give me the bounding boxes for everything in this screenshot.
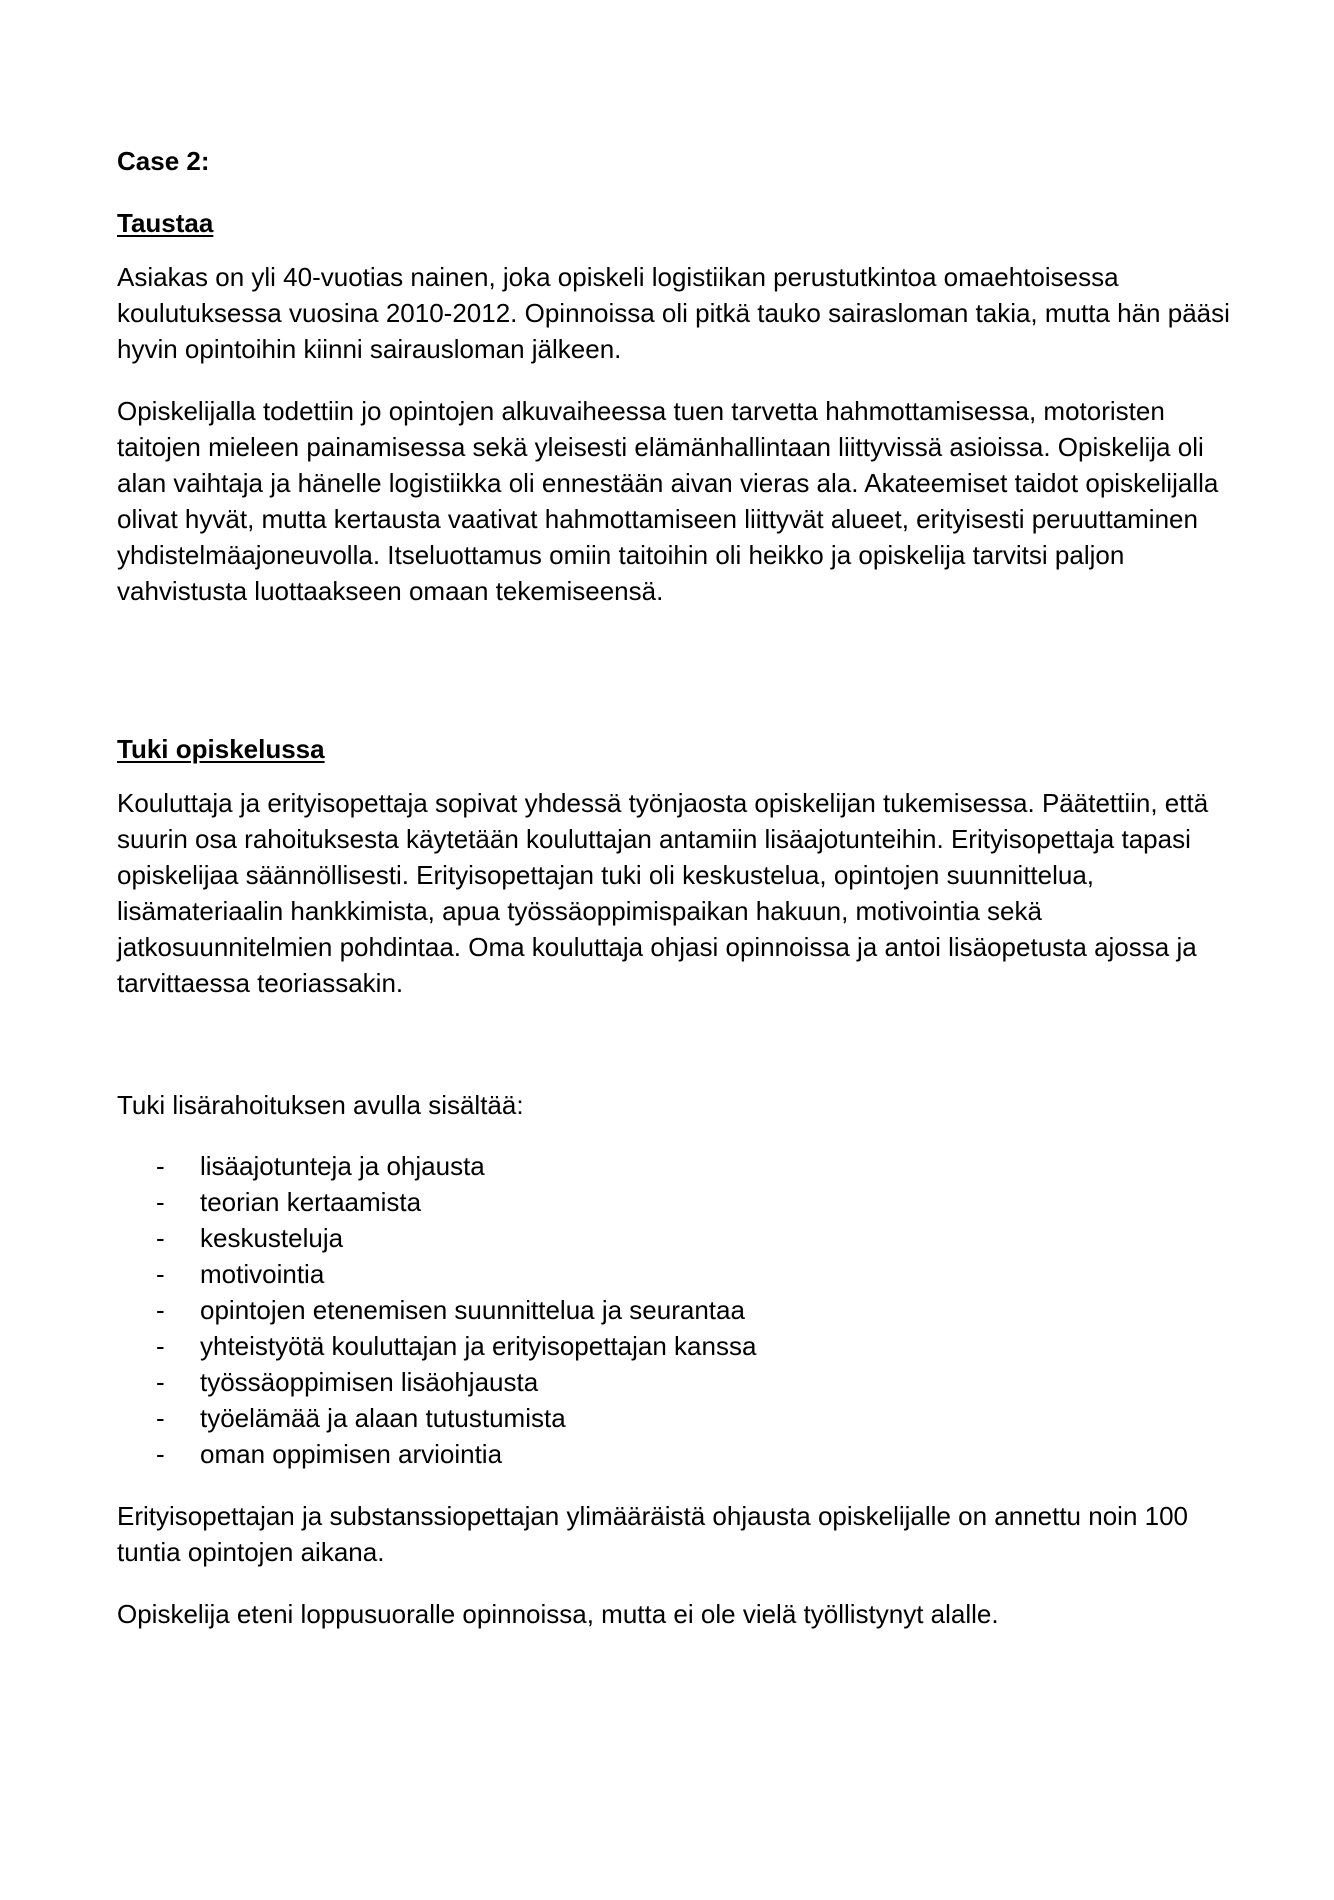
case-title: Case 2: <box>117 146 210 176</box>
list-item <box>117 1364 756 1400</box>
support-list <box>117 1148 756 1472</box>
list-item-text: yhteistyötä kouluttajan ja erityisopettajan kanssa <box>200 1331 757 1361</box>
list-item <box>117 1220 756 1256</box>
closing-paragraph-2: Opiskelija eteni loppusuoralle opinnoissa, mutta ei ole vielä työllistynyt alalle. <box>117 1599 999 1629</box>
bullet-dash: - <box>156 1187 165 1217</box>
section-heading-background: Taustaa <box>117 208 214 238</box>
bullet-dash: - <box>156 1223 165 1253</box>
background-paragraph-1: Asiakas on yli 40-vuotias nainen, joka opiskeli logistiikan perustutkintoa omaehtoisessa koulutuksessa vuosina 2010-2012. Opinnoissa oli pitkä tauko sairasloman takia, mutta hän pääsi hyvin opintoihin kiinni sairausloman jälkeen. <box>117 262 1230 364</box>
background-paragraph-2: Opiskelijalla todettiin jo opintojen alkuvaiheessa tuen tarvetta hahmottamisessa, motoristen taitojen mieleen painamisessa sekä yleisesti elämänhallintaan liittyvissä asioissa. Opiskelija oli alan vaihtaja ja hänelle logistiikka oli ennestään aivan vieras ala. Akateemiset taidot opiskelijalla olivat hyvät, mutta kertausta vaativat hahmottamiseen liittyvät alueet, erityisesti peruuttaminen yhdistelmäajoneuvolla. Itseluottamus omiin taitoihin oli heikko ja opiskelija tarvitsi paljon vahvistusta luottaakseen omaan tekemiseensä. <box>117 396 1219 606</box>
bullet-dash: - <box>156 1403 165 1433</box>
bullet-dash: - <box>156 1367 165 1397</box>
support-paragraph: Kouluttaja ja erityisopettaja sopivat yhdessä työnjaosta opiskelijan tukemisessa. Päätettiin, että suurin osa rahoituksesta käytetään kouluttajan antamiin lisäajotunteihin. Erityisopettaja tapasi opiskelijaa säännöllisesti. Erityisopettajan tuki oli keskustelua, opintojen suunnittelua, lisämateriaalin hankkimista, apua työssäoppimispaikan hakuun, motivointia sekä jatkosuunnitelmien pohdintaa. Oma kouluttaja ohjasi opinnoissa ja antoi lisäopetusta ajossa ja tarvittaessa teoriassakin. <box>117 788 1209 998</box>
bullet-dash: - <box>156 1295 165 1325</box>
list-item <box>117 1436 756 1472</box>
list-item-text: keskusteluja <box>200 1223 344 1253</box>
list-item-text: työssäoppimisen lisäohjausta <box>200 1367 539 1397</box>
closing-paragraph-1: Erityisopettajan ja substanssiopettajan ylimääräistä ohjausta opiskelijalle on annettu noin 100 tuntia opintojen aikana. <box>117 1501 1189 1567</box>
list-item-text: teorian kertaamista <box>200 1187 422 1217</box>
list-item <box>117 1148 756 1184</box>
list-item <box>117 1292 756 1328</box>
support-list-intro: Tuki lisärahoituksen avulla sisältää: <box>117 1090 524 1120</box>
list-item-text: lisäajotunteja ja ohjausta <box>200 1151 485 1181</box>
bullet-dash: - <box>156 1439 165 1469</box>
list-item-text: opintojen etenemisen suunnittelua ja seurantaa <box>200 1295 745 1325</box>
bullet-dash: - <box>156 1259 165 1289</box>
list-item-text: oman oppimisen arviointia <box>200 1439 503 1469</box>
list-item-text: työelämää ja alaan tutustumista <box>200 1403 566 1433</box>
list-item-text: motivointia <box>200 1259 325 1289</box>
list-item <box>117 1400 756 1436</box>
bullet-dash: - <box>156 1331 165 1361</box>
section-heading-support: Tuki opiskelussa <box>117 734 325 764</box>
list-item <box>117 1184 756 1220</box>
bullet-dash: - <box>156 1151 165 1181</box>
list-item <box>117 1256 756 1292</box>
list-item <box>117 1328 756 1364</box>
